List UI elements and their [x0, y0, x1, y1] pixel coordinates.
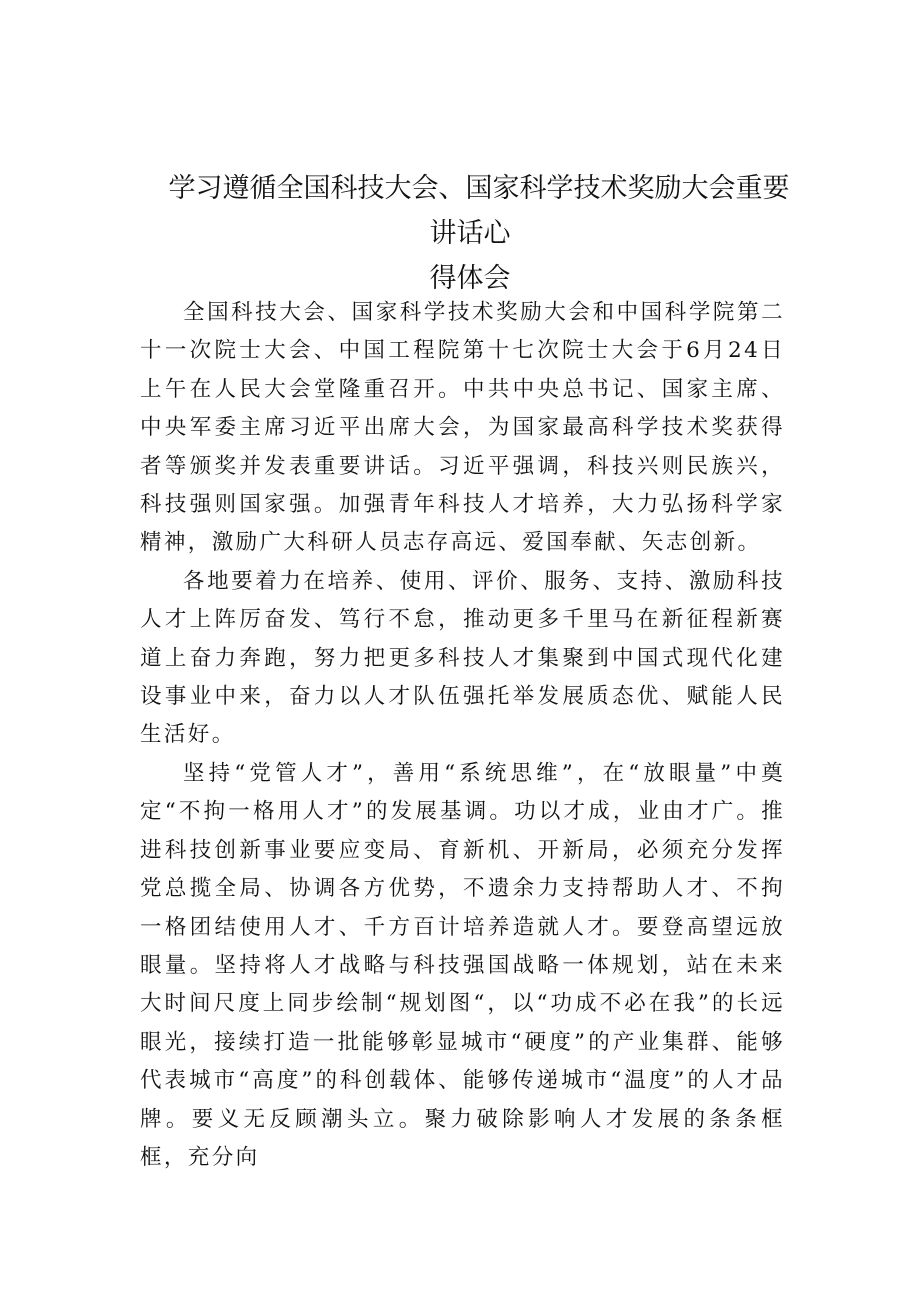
paragraph-3: 坚持“党管人才”，善用“系统思维”，在“放眼量”中奠定“不拘一格用人才”的发展基调。功以才成，业由才广。推进科技创新事业要应变局、育新机、开新局，必须充分发挥党总揽全局、协调各方优势，不遗余力支持帮助人才、不拘一格团结使用人才、千方百计培养造就人才。要登高望远放眼量。坚持将人才战略与科技强国战略一体规划，站在未来大时间尺度上同步绘制“规划图“，以“功成不必在我”的长远眼光，接续打造一批能够彰显城市“硬度”的产业集群、能够代表城市“高度”的科创载体、能够传递城市“温度”的人才品牌。要义无反顾潮头立。聚力破除影响人才发展的条条框框，充分向: [140, 760, 785, 1170]
title-line-1: 学习遵循全国科技大会、国家科学技术奖励大会重要讲话心: [168, 173, 790, 249]
document-title: [150, 166, 790, 301]
paragraph-1: 全国科技大会、国家科学技术奖励大会和中国科学院第二十一次院士大会、中国工程院第十七次院士大会于6月24日上午在人民大会堂隆重召开。中共中央总书记、国家主席、中央军委主席习近平出席大会，为国家最高科学技术奖获得者等颁奖并发表重要讲话。习近平强调，科技兴则民族兴，科技强则国家强。加强青年科技人才培养，大力弘扬科学家精神，激励广大科研人员志存高远、爱国奉献、矢志创新。: [140, 300, 785, 556]
paragraph-2: 各地要着力在培养、使用、评价、服务、支持、激励科技人才上阵厉奋发、笃行不怠，推动更多千里马在新征程新赛道上奋力奔跑，努力把更多科技人才集聚到中国式现代化建设事业中来，奋力以人才队伍强托举发展质态优、赋能人民生活好。: [140, 568, 785, 748]
title-line-2: 得体会: [429, 263, 511, 294]
document-body: [140, 294, 785, 1177]
